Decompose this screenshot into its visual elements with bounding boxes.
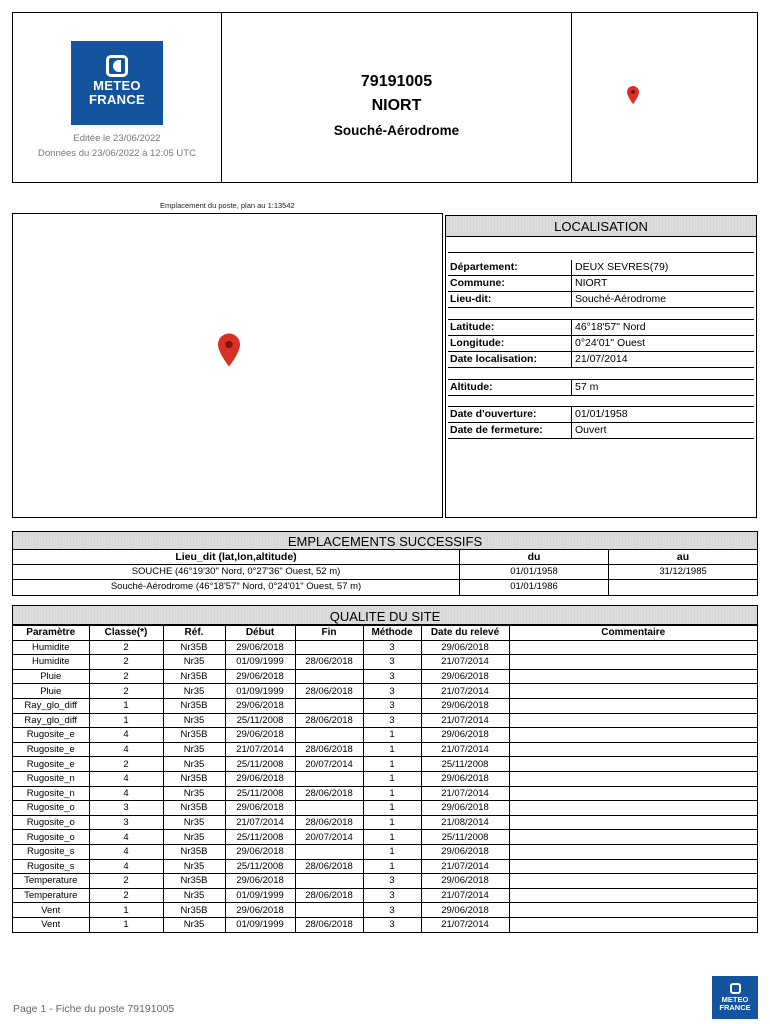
table-cell (295, 844, 363, 859)
table-cell: Nr35 (163, 742, 225, 757)
table-cell: Rugosite_e (13, 742, 89, 757)
table-cell: Nr35 (163, 713, 225, 728)
table-cell: Rugosite_o (13, 815, 89, 830)
table-cell: 29/06/2018 (421, 844, 509, 859)
table-cell (509, 640, 757, 655)
table-cell: Nr35 (163, 815, 225, 830)
table-cell: 3 (363, 655, 421, 670)
table-cell: 01/09/1999 (225, 684, 295, 699)
table-cell: 28/06/2018 (295, 815, 363, 830)
footer-logo: METEO FRANCE (712, 976, 758, 1019)
table-cell: 3 (363, 903, 421, 918)
table-cell: 28/06/2018 (295, 713, 363, 728)
table-cell: Nr35B (163, 801, 225, 816)
table-cell: 25/11/2008 (225, 713, 295, 728)
table-cell (295, 874, 363, 889)
table-cell: 29/06/2018 (225, 844, 295, 859)
table-cell (509, 728, 757, 743)
table-cell (509, 655, 757, 670)
table-cell: 29/06/2018 (225, 801, 295, 816)
meteo-france-logo-icon (730, 983, 741, 994)
table-cell: Nr35 (163, 917, 225, 932)
meteo-france-logo (71, 41, 163, 125)
table-cell (509, 844, 757, 859)
localisation-title: LOCALISATION (446, 216, 756, 237)
table-cell: Nr35B (163, 640, 225, 655)
table-cell: 28/06/2018 (295, 655, 363, 670)
table-cell: 1 (363, 757, 421, 772)
table-cell: Humidite (13, 640, 89, 655)
loc-row-departement: Département: DEUX SEVRES(79) (448, 260, 754, 276)
table-cell (295, 903, 363, 918)
table-cell (295, 640, 363, 655)
table-cell: 1 (363, 830, 421, 845)
table-row (13, 830, 757, 845)
table-cell (509, 801, 757, 816)
table-cell: 29/06/2018 (225, 640, 295, 655)
table-cell: 28/06/2018 (295, 859, 363, 874)
table-cell: 4 (89, 728, 163, 743)
table-cell: Nr35 (163, 655, 225, 670)
table-cell: 2 (89, 757, 163, 772)
table-cell: Nr35B (163, 669, 225, 684)
qualite-header-row: Paramètre Classe(*) Réf. Début Fin Méthode Date du relevé Commentaire (13, 626, 757, 641)
table-cell: 25/11/2008 (225, 859, 295, 874)
table-cell (509, 888, 757, 903)
table-cell: Rugosite_e (13, 728, 89, 743)
table-cell: Pluie (13, 684, 89, 699)
table-cell: 1 (89, 698, 163, 713)
localisation-panel (445, 215, 757, 518)
table-cell: 21/07/2014 (421, 684, 509, 699)
loc-row-lieu-dit: Lieu-dit: Souché-Aérodrome (448, 292, 754, 308)
table-cell: Nr35 (163, 859, 225, 874)
table-row (13, 698, 757, 713)
table-cell: Nr35 (163, 757, 225, 772)
table-cell: 21/07/2014 (421, 786, 509, 801)
table-cell: 1 (89, 917, 163, 932)
table-cell: 29/06/2018 (421, 698, 509, 713)
table-cell: Pluie (13, 669, 89, 684)
table-row (13, 801, 757, 816)
table-cell (509, 815, 757, 830)
table-cell: 2 (89, 669, 163, 684)
table-row (13, 771, 757, 786)
table-cell: 2 (89, 655, 163, 670)
table-cell: 1 (363, 771, 421, 786)
table-cell (509, 903, 757, 918)
table-row (13, 888, 757, 903)
table-cell: Rugosite_s (13, 844, 89, 859)
table-cell: 29/06/2018 (225, 903, 295, 918)
table-cell: 25/11/2008 (225, 786, 295, 801)
table-cell: 29/06/2018 (421, 903, 509, 918)
table-cell: 29/06/2018 (421, 874, 509, 889)
table-row (13, 742, 757, 757)
table-cell: 3 (363, 874, 421, 889)
table-cell: 25/11/2008 (225, 830, 295, 845)
table-cell: Rugosite_s (13, 859, 89, 874)
table-cell: Nr35B (163, 771, 225, 786)
table-cell (509, 757, 757, 772)
loc-row-ouverture: Date d'ouverture: 01/01/1958 (448, 407, 754, 423)
table-cell (509, 684, 757, 699)
table-row (13, 655, 757, 670)
table-cell: Vent (13, 903, 89, 918)
table-row: SOUCHE (46°19'30" Nord, 0°27'36" Ouest, 52 m) 01/01/1958 31/12/1985 (13, 565, 757, 580)
table-cell: 25/11/2008 (421, 757, 509, 772)
table-cell: 21/07/2014 (421, 917, 509, 932)
table-cell: 01/09/1999 (225, 655, 295, 670)
header-map-cell (572, 13, 757, 182)
table-row (13, 844, 757, 859)
header-logo-cell (13, 13, 222, 182)
table-cell: Nr35 (163, 684, 225, 699)
edited-date: Editée le 23/06/2022 (73, 133, 161, 144)
table-cell (295, 728, 363, 743)
table-cell: 21/07/2014 (225, 742, 295, 757)
table-cell: Nr35B (163, 903, 225, 918)
table-cell: 21/07/2014 (225, 815, 295, 830)
emplacements-panel (12, 531, 758, 596)
table-cell: 4 (89, 742, 163, 757)
table-row (13, 903, 757, 918)
table-cell: 21/07/2014 (421, 713, 509, 728)
table-cell (509, 786, 757, 801)
page-footer: Page 1 - Fiche du poste 79191005 (13, 1003, 175, 1015)
table-cell: 3 (363, 713, 421, 728)
table-cell: 28/06/2018 (295, 917, 363, 932)
qualite-title: QUALITE DU SITE (13, 606, 757, 625)
table-cell: Humidite (13, 655, 89, 670)
table-cell: 4 (89, 786, 163, 801)
table-cell (509, 698, 757, 713)
table-cell: 3 (363, 917, 421, 932)
loc-row-longitude: Longitude: 0°24'01" Ouest (448, 336, 754, 352)
emplacements-title: EMPLACEMENTS SUCCESSIFS (13, 532, 757, 550)
loc-row-altitude: Altitude: 57 m (448, 380, 754, 396)
table-cell: 1 (363, 786, 421, 801)
table-cell: 28/06/2018 (295, 786, 363, 801)
table-cell: 2 (89, 888, 163, 903)
table-cell (509, 917, 757, 932)
table-cell: Temperature (13, 874, 89, 889)
table-row (13, 713, 757, 728)
table-cell: Nr35B (163, 728, 225, 743)
table-cell: 29/06/2018 (225, 698, 295, 713)
table-cell (509, 713, 757, 728)
table-cell: 3 (363, 888, 421, 903)
data-date: Données du 23/06/2022 à 12:05 UTC (38, 148, 196, 159)
table-cell: 21/07/2014 (421, 859, 509, 874)
map-pin-icon (218, 332, 240, 368)
emplacements-header-row: Lieu_dit (lat,lon,altitude) du au (13, 550, 757, 565)
table-row (13, 669, 757, 684)
station-id: 79191005 (360, 73, 433, 90)
table-cell: 3 (363, 669, 421, 684)
table-cell: 1 (363, 801, 421, 816)
table-cell: 28/06/2018 (295, 888, 363, 903)
table-row (13, 859, 757, 874)
table-cell: Nr35 (163, 786, 225, 801)
table-cell: 21/07/2014 (421, 742, 509, 757)
station-site: Souché-Aérodrome (333, 123, 460, 138)
loc-row-date-localisation: Date localisation: 21/07/2014 (448, 352, 754, 368)
table-cell: Vent (13, 917, 89, 932)
table-cell (509, 669, 757, 684)
table-row (13, 728, 757, 743)
loc-row-fermeture: Date de fermeture: Ouvert (448, 423, 754, 439)
table-cell: Rugosite_o (13, 830, 89, 845)
location-map[interactable] (12, 213, 443, 518)
table-cell: 25/11/2008 (421, 830, 509, 845)
table-row (13, 757, 757, 772)
table-cell (509, 742, 757, 757)
station-city: NIORT (371, 97, 422, 114)
table-cell: 3 (89, 815, 163, 830)
table-cell: 1 (363, 859, 421, 874)
table-row (13, 640, 757, 655)
table-cell: 4 (89, 844, 163, 859)
table-cell: 4 (89, 771, 163, 786)
table-cell: 29/06/2018 (421, 771, 509, 786)
table-cell: Rugosite_e (13, 757, 89, 772)
qualite-table (13, 625, 757, 932)
table-cell: 2 (89, 640, 163, 655)
table-cell: Ray_glo_diff (13, 698, 89, 713)
table-cell: 3 (363, 640, 421, 655)
table-cell (295, 801, 363, 816)
table-cell: 21/07/2014 (421, 888, 509, 903)
table-cell (295, 771, 363, 786)
table-cell: 29/06/2018 (421, 640, 509, 655)
table-cell: Nr35 (163, 830, 225, 845)
table-cell: 20/07/2014 (295, 757, 363, 772)
loc-row-latitude: Latitude: 46°18'57" Nord (448, 320, 754, 336)
table-cell: 25/11/2008 (225, 757, 295, 772)
table-cell: 01/09/1999 (225, 917, 295, 932)
table-cell: 28/06/2018 (295, 742, 363, 757)
table-cell: 28/06/2018 (295, 684, 363, 699)
table-row (13, 874, 757, 889)
map-pin-icon (627, 85, 639, 105)
table-cell: 21/07/2014 (421, 655, 509, 670)
table-cell: 4 (89, 830, 163, 845)
table-cell (509, 874, 757, 889)
table-cell: 2 (89, 874, 163, 889)
table-cell (295, 698, 363, 713)
table-cell: 29/06/2018 (225, 669, 295, 684)
table-cell: 01/09/1999 (225, 888, 295, 903)
table-cell: 29/06/2018 (421, 801, 509, 816)
table-cell: 1 (363, 742, 421, 757)
qualite-panel (12, 605, 758, 933)
table-cell: Rugosite_o (13, 801, 89, 816)
table-cell: 1 (89, 903, 163, 918)
meteo-france-logo-icon (106, 55, 128, 77)
table-row (13, 786, 757, 801)
table-cell: Temperature (13, 888, 89, 903)
logo-text-line2: FRANCE (89, 92, 145, 107)
header-title-cell (222, 13, 572, 182)
table-cell: 29/06/2018 (225, 771, 295, 786)
table-cell (509, 859, 757, 874)
table-cell: 1 (363, 844, 421, 859)
table-cell: Nr35B (163, 874, 225, 889)
table-cell: 29/06/2018 (225, 874, 295, 889)
table-cell: 20/07/2014 (295, 830, 363, 845)
table-row (13, 684, 757, 699)
table-cell: Rugosite_n (13, 771, 89, 786)
table-cell: 29/06/2018 (421, 728, 509, 743)
table-row: Souché-Aérodrome (46°18'57" Nord, 0°24'01" Ouest, 57 m) 01/01/1986 (13, 580, 757, 595)
table-cell (509, 771, 757, 786)
table-cell: Nr35B (163, 698, 225, 713)
table-cell: Rugosite_n (13, 786, 89, 801)
table-cell: 1 (363, 728, 421, 743)
loc-row-commune: Commune: NIORT (448, 276, 754, 292)
table-cell: 3 (363, 684, 421, 699)
table-cell: 2 (89, 684, 163, 699)
table-row (13, 815, 757, 830)
map-caption: Emplacement du poste, plan au 1:13542 (160, 201, 295, 210)
table-row (13, 917, 757, 932)
table-cell: 1 (89, 713, 163, 728)
table-cell: Nr35 (163, 888, 225, 903)
table-cell: Ray_glo_diff (13, 713, 89, 728)
table-cell: Nr35B (163, 844, 225, 859)
table-cell (295, 669, 363, 684)
table-cell (509, 830, 757, 845)
table-cell: 1 (363, 815, 421, 830)
table-cell: 4 (89, 859, 163, 874)
header (12, 12, 758, 183)
table-cell: 29/06/2018 (225, 728, 295, 743)
table-cell: 3 (363, 698, 421, 713)
table-cell: 29/06/2018 (421, 669, 509, 684)
logo-text-line1: METEO (93, 78, 141, 93)
table-cell: 3 (89, 801, 163, 816)
table-cell: 21/08/2014 (421, 815, 509, 830)
